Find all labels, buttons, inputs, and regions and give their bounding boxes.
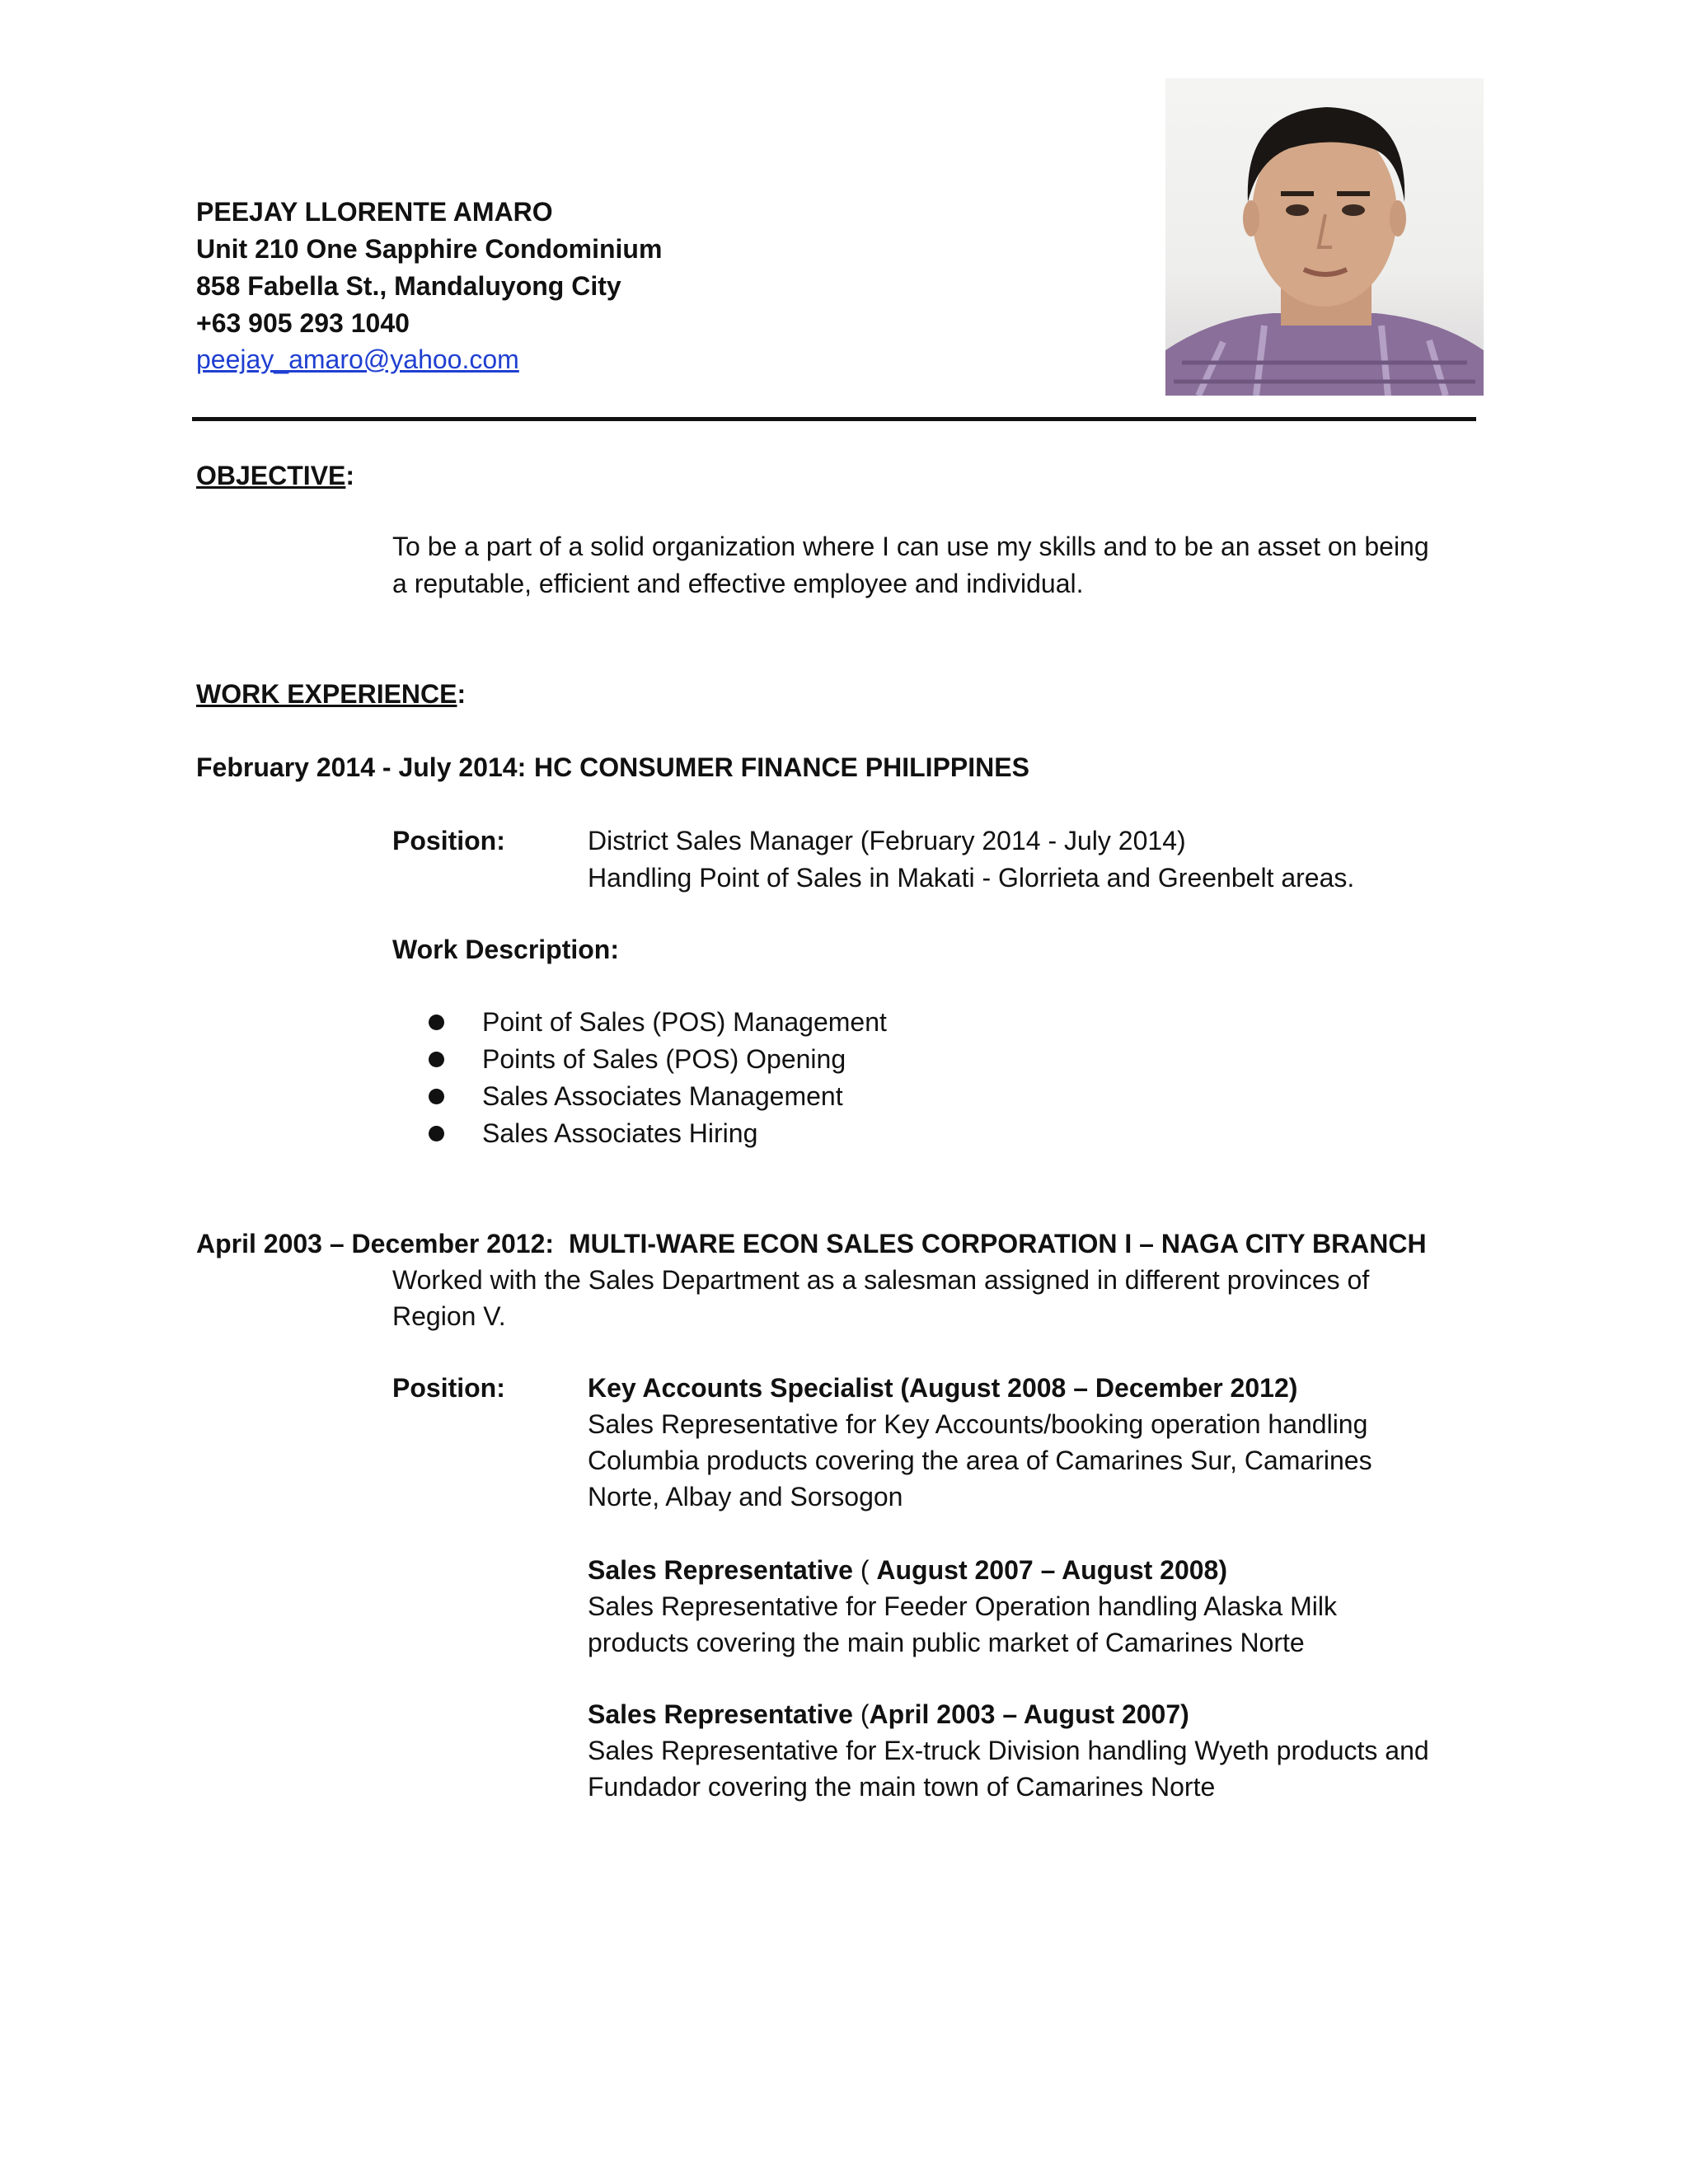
duty-item: Sales Associates Hiring bbox=[482, 1118, 758, 1148]
phone-number: +63 905 293 1040 bbox=[196, 308, 410, 338]
header-divider bbox=[192, 417, 1476, 421]
person-portrait-icon bbox=[1165, 78, 1484, 396]
bullet-icon bbox=[429, 1089, 444, 1104]
duty-item: Sales Associates Management bbox=[482, 1081, 843, 1111]
candidate-name: PEEJAY LLORENTE AMARO bbox=[196, 197, 553, 227]
objective-line: To be a part of a solid organization where I can use my skills and to be an asset on being bbox=[392, 532, 1429, 561]
work-experience-heading: WORK EXPERIENCE: bbox=[196, 679, 467, 709]
role-line: products covering the main public market of Camarines Norte bbox=[588, 1628, 1305, 1657]
email-link[interactable]: peejay_amaro@yahoo.com bbox=[196, 344, 519, 374]
position-label: Position: bbox=[392, 826, 505, 855]
role-line: Sales Representative for Key Accounts/booking operation handling bbox=[588, 1409, 1368, 1439]
job-summary-line: Region V. bbox=[392, 1301, 506, 1331]
role-line: Norte, Albay and Sorsogon bbox=[588, 1482, 903, 1511]
position-label: Position: bbox=[392, 1373, 505, 1403]
bullet-icon bbox=[429, 1126, 444, 1141]
address-line-1: Unit 210 One Sapphire Condominium bbox=[196, 234, 663, 264]
job-company: MULTI-WARE ECON SALES CORPORATION I – NAGA CITY BRANCH bbox=[569, 1229, 1427, 1258]
work-description-label: Work Description: bbox=[392, 935, 619, 964]
bullet-icon bbox=[429, 1015, 444, 1030]
bullet-icon bbox=[429, 1052, 444, 1067]
role-title: Sales Representative ( August 2007 – August 2008) bbox=[588, 1555, 1227, 1585]
job-period: April 2003 – December 2012: bbox=[196, 1229, 555, 1258]
role-line: Fundador covering the main town of Camarines Norte bbox=[588, 1772, 1216, 1802]
position-line: District Sales Manager (February 2014 - July 2014) bbox=[588, 826, 1186, 855]
position-line: Handling Point of Sales in Makati - Glorrieta and Greenbelt areas. bbox=[588, 863, 1355, 893]
address-line-2: 858 Fabella St., Mandaluyong City bbox=[196, 271, 621, 301]
role-line: Sales Representative for Ex-truck Division handling Wyeth products and bbox=[588, 1736, 1429, 1765]
objective-line: a reputable, efficient and effective employee and individual. bbox=[392, 569, 1084, 598]
job-company: HC CONSUMER FINANCE PHILIPPINES bbox=[534, 752, 1029, 782]
role-title: Sales Representative (April 2003 – August 2007) bbox=[588, 1699, 1189, 1729]
role-line: Columbia products covering the area of Camarines Sur, Camarines bbox=[588, 1446, 1372, 1475]
duty-item: Point of Sales (POS) Management bbox=[482, 1007, 887, 1037]
role-line: Sales Representative for Feeder Operation handling Alaska Milk bbox=[588, 1591, 1337, 1621]
duty-item: Points of Sales (POS) Opening bbox=[482, 1044, 846, 1074]
job-period: February 2014 - July 2014: bbox=[196, 752, 527, 782]
role-title: Key Accounts Specialist (August 2008 – December 2012) bbox=[588, 1373, 1298, 1403]
objective-heading: OBJECTIVE: bbox=[196, 461, 355, 490]
profile-photo bbox=[1165, 78, 1484, 396]
job-summary-line: Worked with the Sales Department as a salesman assigned in different provinces of bbox=[392, 1265, 1370, 1295]
